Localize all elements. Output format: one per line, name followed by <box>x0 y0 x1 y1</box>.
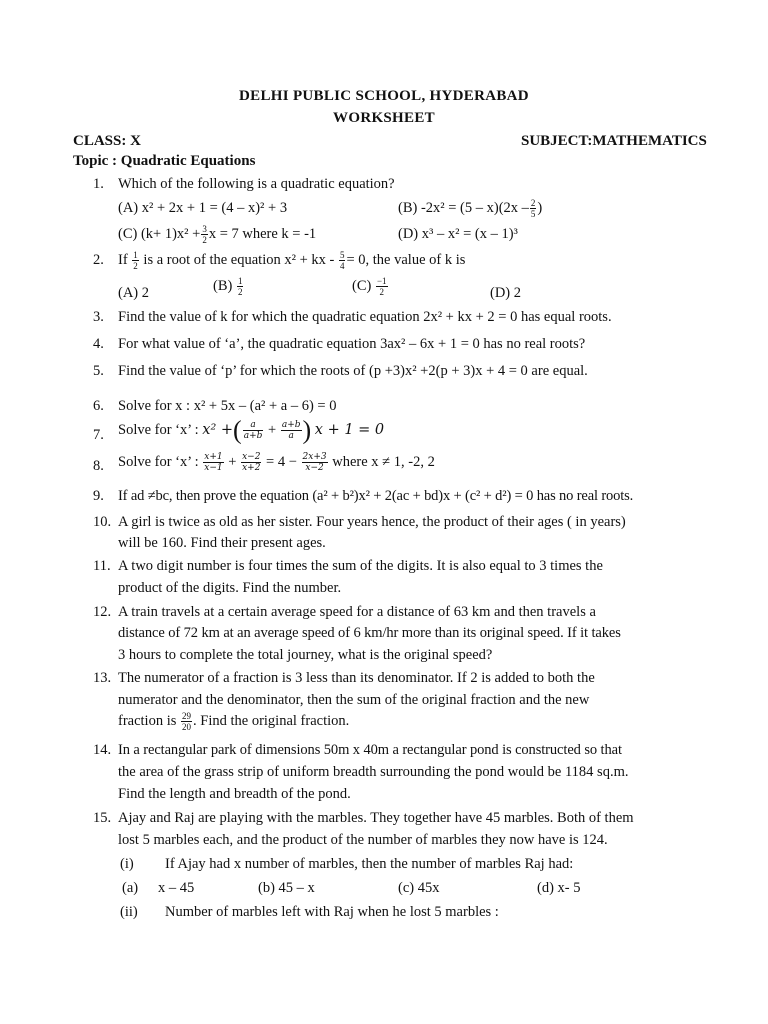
question-number: 5. <box>93 363 104 379</box>
worksheet-title: WORKSHEET <box>333 110 435 126</box>
option-b: (b) 45 – x <box>258 880 315 896</box>
option-d: (D) 2 <box>490 285 522 301</box>
question-number: 9. <box>93 488 104 504</box>
question-text-line: will be 160. Find their present ages. <box>118 535 326 551</box>
option-a: x – 45 <box>158 880 195 896</box>
question-number: 4. <box>93 336 104 352</box>
question-text-line: A two digit number is four times the sum of the digits. It is also equal to 3 times the <box>118 558 603 574</box>
question-text: If $\frac{1}{2}$ is a root of the equation x² + kx - $\frac{5}{4}$ = 0, the value of k is <box>118 250 466 271</box>
question-text: Solve for ‘x’ : $\frac{x+1}{x-1}$ + $\frac{x-2}{x+2}$ = 4 − $\frac{2x+3}{x-2}$ where x ≠ 1, -2, 2 <box>118 452 435 473</box>
question-text-line: the area of the grass strip of uniform breadth surrounding the pond would be 1184 sq.m. <box>118 764 629 780</box>
question-text-line: A girl is twice as old as her sister. Four years hence, the product of their ages ( in years) <box>118 514 626 530</box>
question-text-line: fraction is $\frac{29}{20}$ . Find the original fraction. <box>118 711 350 732</box>
question-number: 12. <box>93 604 112 620</box>
class-label: CLASS: X <box>73 133 141 149</box>
question-text: If ad ≠bc, then prove the equation (a² + b²)x² + 2(ac + bd)x + (c² + d²) = 0 has no real roots. <box>118 488 634 504</box>
question-number: 7. <box>93 427 104 443</box>
question-text: Solve for ‘x’ : x² +( $\frac{a}{a+b}$ + $\frac{a+b}{a}$ ) x + 1 = 0 <box>118 415 385 445</box>
topic-heading: Topic : Quadratic Equations <box>73 153 256 169</box>
question-number: 1. <box>93 176 104 192</box>
question-text-line: product of the digits. Find the number. <box>118 580 342 596</box>
question-number: 2. <box>93 252 104 268</box>
subquestion-text: Number of marbles left with Raj when he lost 5 marbles : <box>165 904 499 920</box>
question-number: 14. <box>93 742 112 758</box>
question-number: 6. <box>93 398 104 414</box>
option-b: (B) -2x² = (5 – x)(2x – $\frac{2}{5}$ ) <box>398 198 543 219</box>
question-text-line: Ajay and Raj are playing with the marbles. They together have 45 marbles. Both of them <box>118 810 634 826</box>
question-text: Which of the following is a quadratic equation? <box>118 176 395 192</box>
question-number: 8. <box>93 458 104 474</box>
question-text-line: distance of 72 km at an average speed of 6 km/hr more than its original speed. If it takes <box>118 625 621 641</box>
question-number: 3. <box>93 309 104 325</box>
subquestion-label: (i) <box>120 856 134 872</box>
question-text-line: numerator and the denominator, then the sum of the original fraction and the new <box>118 692 590 708</box>
question-text: For what value of ‘a’, the quadratic equation 3ax² – 6x + 1 = 0 has no real roots? <box>118 336 586 352</box>
option-c: (C) $\frac{-1}{2}$ <box>352 276 387 297</box>
question-number: 10. <box>93 514 112 530</box>
question-text-line: 3 hours to complete the total journey, what is the original speed? <box>118 647 493 663</box>
option-a: (A) 2 <box>118 285 150 301</box>
school-name: DELHI PUBLIC SCHOOL, HYDERABAD <box>239 88 529 104</box>
question-text-line: The numerator of a fraction is 3 less than its denominator. If 2 is added to both the <box>118 670 595 686</box>
question-number: 13. <box>93 670 112 686</box>
option-c: (c) 45x <box>398 880 440 896</box>
option-d: (d) x- 5 <box>537 880 581 896</box>
subquestion-label: (ii) <box>120 904 138 920</box>
option-d: (D) x³ – x² = (x – 1)³ <box>398 226 518 242</box>
option-b: (B) $\frac{1}{2}$ <box>213 276 243 297</box>
option-a-label: (a) <box>122 880 139 896</box>
question-text: Find the value of k for which the quadratic equation 2x² + kx + 2 = 0 has equal roots. <box>118 309 612 325</box>
question-text-line: A train travels at a certain average speed for a distance of 63 km and then travels a <box>118 604 596 620</box>
option-c: (C) (k+ 1)x² + $\frac{3}{2}$ x = 7 where k = -1 <box>118 224 317 245</box>
question-text: Solve for x : x² + 5x – (a² + a – 6) = 0 <box>118 398 337 414</box>
question-text: Find the value of ‘p’ for which the roots of (p +3)x² +2(p + 3)x + 4 = 0 are equal. <box>118 363 588 379</box>
question-text-line: In a rectangular park of dimensions 50m x 40m a rectangular pond is constructed so that <box>118 742 622 758</box>
question-text-line: Find the length and breadth of the pond. <box>118 786 351 802</box>
subject-label: SUBJECT:MATHEMATICS <box>521 133 707 149</box>
subquestion-text: If Ajay had x number of marbles, then the number of marbles Raj had: <box>165 856 574 872</box>
question-number: 11. <box>93 558 111 574</box>
option-a: (A) x² + 2x + 1 = (4 – x)² + 3 <box>118 200 288 216</box>
question-number: 15. <box>93 810 112 826</box>
question-text-line: lost 5 marbles each, and the product of the number of marbles they now have is 124. <box>118 832 608 848</box>
